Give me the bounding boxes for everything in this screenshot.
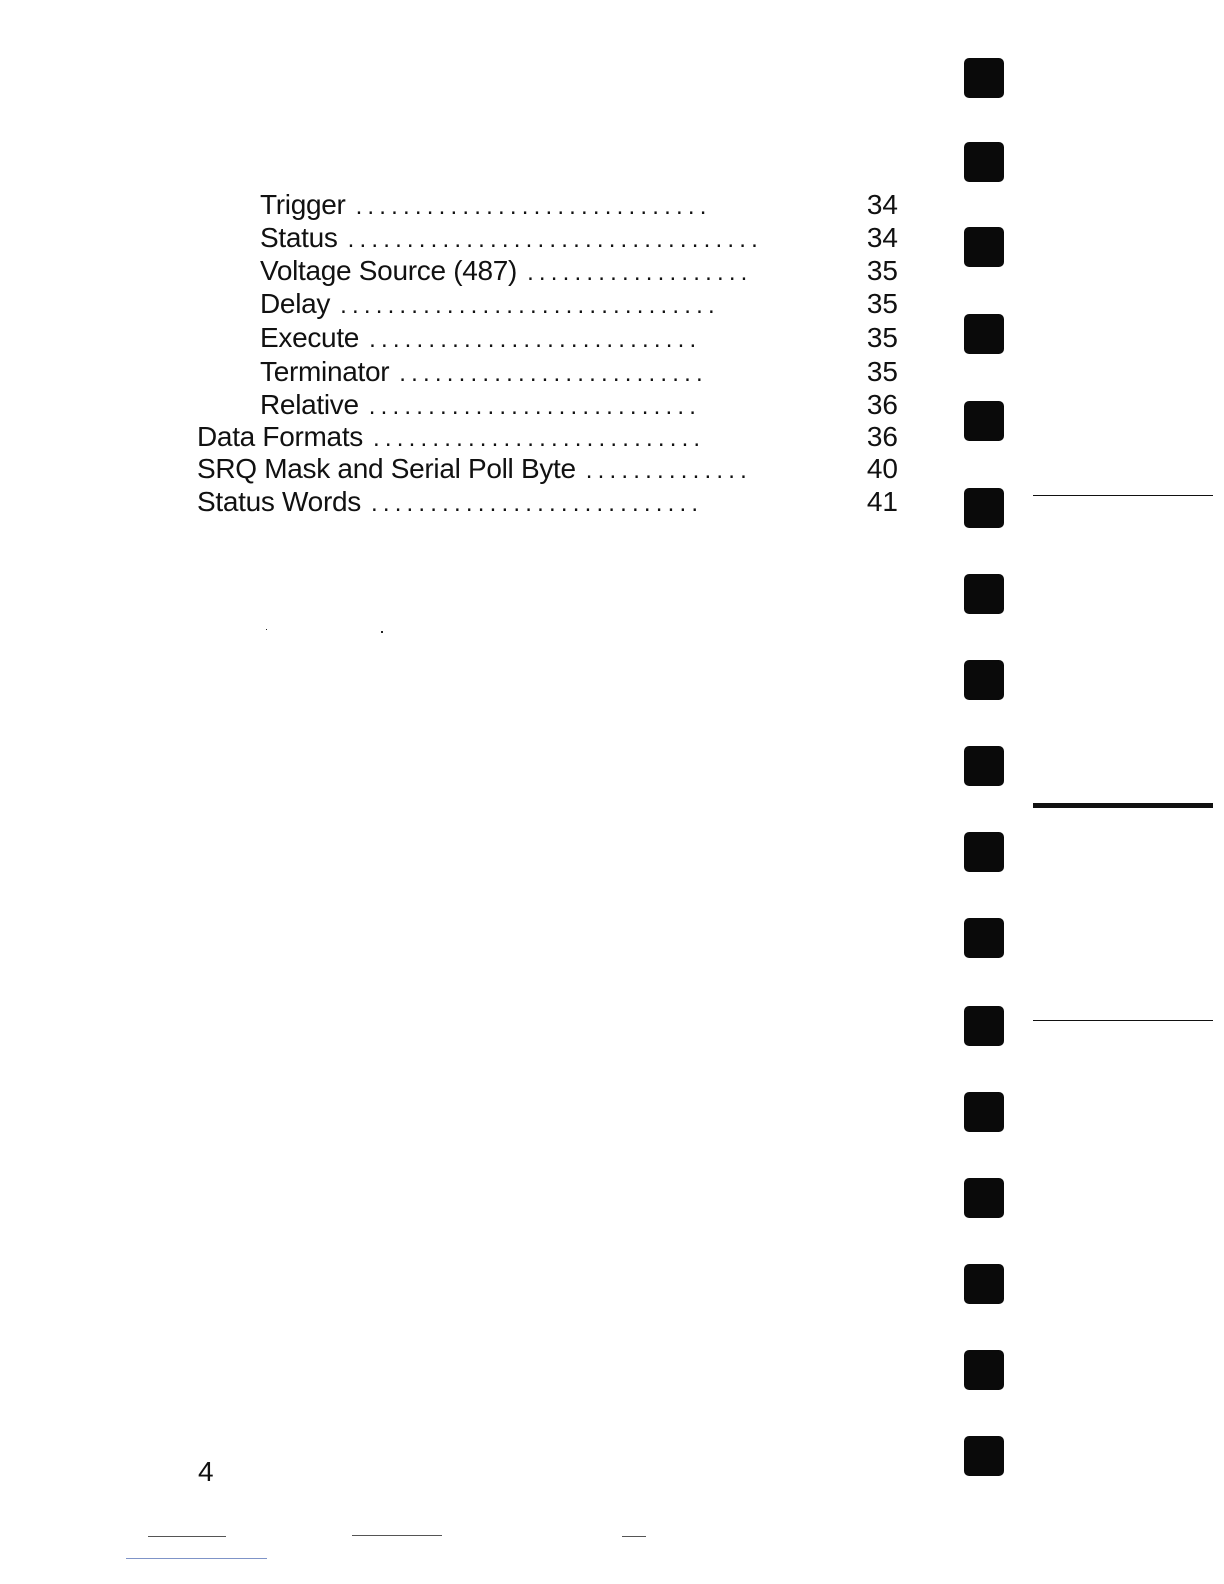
toc-entry-page: 41 xyxy=(866,486,898,517)
binding-hole-icon xyxy=(964,314,1004,354)
binding-hole-icon xyxy=(964,401,1004,441)
binding-hole-icon xyxy=(964,1006,1004,1046)
toc-entry-voltage-source[interactable] xyxy=(260,254,898,288)
toc-entry-title: Terminator xyxy=(260,356,390,387)
tab-divider-rule xyxy=(1033,495,1213,496)
dot-leader: .............................. xyxy=(355,193,712,220)
toc-entry-title: Relative xyxy=(260,389,359,420)
toc-entry-page: 36 xyxy=(866,421,898,452)
toc-entry-delay[interactable] xyxy=(260,287,898,321)
binding-hole-icon xyxy=(964,1436,1004,1476)
dot-leader: ................................ xyxy=(340,292,720,319)
toc-entry-title: Voltage Source (487) xyxy=(260,255,518,286)
scan-speck xyxy=(381,631,383,633)
toc-entry-execute[interactable] xyxy=(260,321,898,355)
dot-leader: .......................... xyxy=(399,360,708,387)
binding-hole-icon xyxy=(964,918,1004,958)
dot-leader: ............................ xyxy=(369,326,702,353)
dot-leader: ............................ xyxy=(368,393,702,420)
binding-hole-icon xyxy=(964,746,1004,786)
toc-entry-status-words[interactable] xyxy=(197,485,898,519)
toc-entry-page: 35 xyxy=(866,322,898,353)
dot-leader: ............................ xyxy=(373,425,706,452)
toc-entry-page: 35 xyxy=(866,255,898,286)
toc-entry-title: Status xyxy=(260,222,338,253)
dot-leader: .............. xyxy=(585,457,752,484)
toc-entry-srq-mask[interactable] xyxy=(197,452,898,486)
binding-hole-icon xyxy=(964,660,1004,700)
binding-hole-icon xyxy=(964,1264,1004,1304)
toc-entry-title: Delay xyxy=(260,288,331,319)
toc-entry-title: Data Formats xyxy=(197,421,363,452)
toc-entry-status[interactable] xyxy=(260,221,898,255)
toc-entry-terminator[interactable] xyxy=(260,355,898,389)
toc-entry-page: 35 xyxy=(866,356,898,387)
toc-entry-page: 34 xyxy=(866,189,898,220)
binding-hole-icon xyxy=(964,142,1004,182)
dot-leader: ............................ xyxy=(370,490,704,517)
toc-entry-page: 36 xyxy=(866,389,898,420)
toc-entry-page: 40 xyxy=(866,453,898,484)
binding-hole-icon xyxy=(964,1350,1004,1390)
toc-entry-title: SRQ Mask and Serial Poll Byte xyxy=(197,453,576,484)
scan-mark xyxy=(126,1558,267,1559)
binding-hole-icon xyxy=(964,488,1004,528)
page-number: 4 xyxy=(198,1456,214,1487)
toc-entry-relative[interactable] xyxy=(260,388,898,422)
dot-leader: ................... xyxy=(527,259,753,286)
toc-entry-title: Execute xyxy=(260,322,360,353)
toc-entry-title: Status Words xyxy=(197,486,361,517)
toc-entry-data-formats[interactable] xyxy=(197,420,898,454)
toc-entry-trigger[interactable] xyxy=(260,188,898,222)
tab-divider-rule xyxy=(1033,1020,1213,1021)
binding-hole-icon xyxy=(964,574,1004,614)
binding-hole-icon xyxy=(964,1092,1004,1132)
scan-mark xyxy=(622,1536,646,1537)
scan-mark xyxy=(352,1535,442,1536)
binding-hole-icon xyxy=(964,832,1004,872)
toc-entry-page: 35 xyxy=(866,288,898,319)
scan-mark xyxy=(148,1536,226,1537)
binding-hole-icon xyxy=(964,58,1004,98)
scan-speck xyxy=(266,629,267,630)
toc-entry-title: Trigger xyxy=(260,189,346,220)
dot-leader: ................................... xyxy=(347,226,763,253)
toc-entry-page: 34 xyxy=(866,222,898,253)
binding-hole-icon xyxy=(964,1178,1004,1218)
binding-hole-icon xyxy=(964,227,1004,267)
tab-divider-rule-thick xyxy=(1033,803,1213,808)
